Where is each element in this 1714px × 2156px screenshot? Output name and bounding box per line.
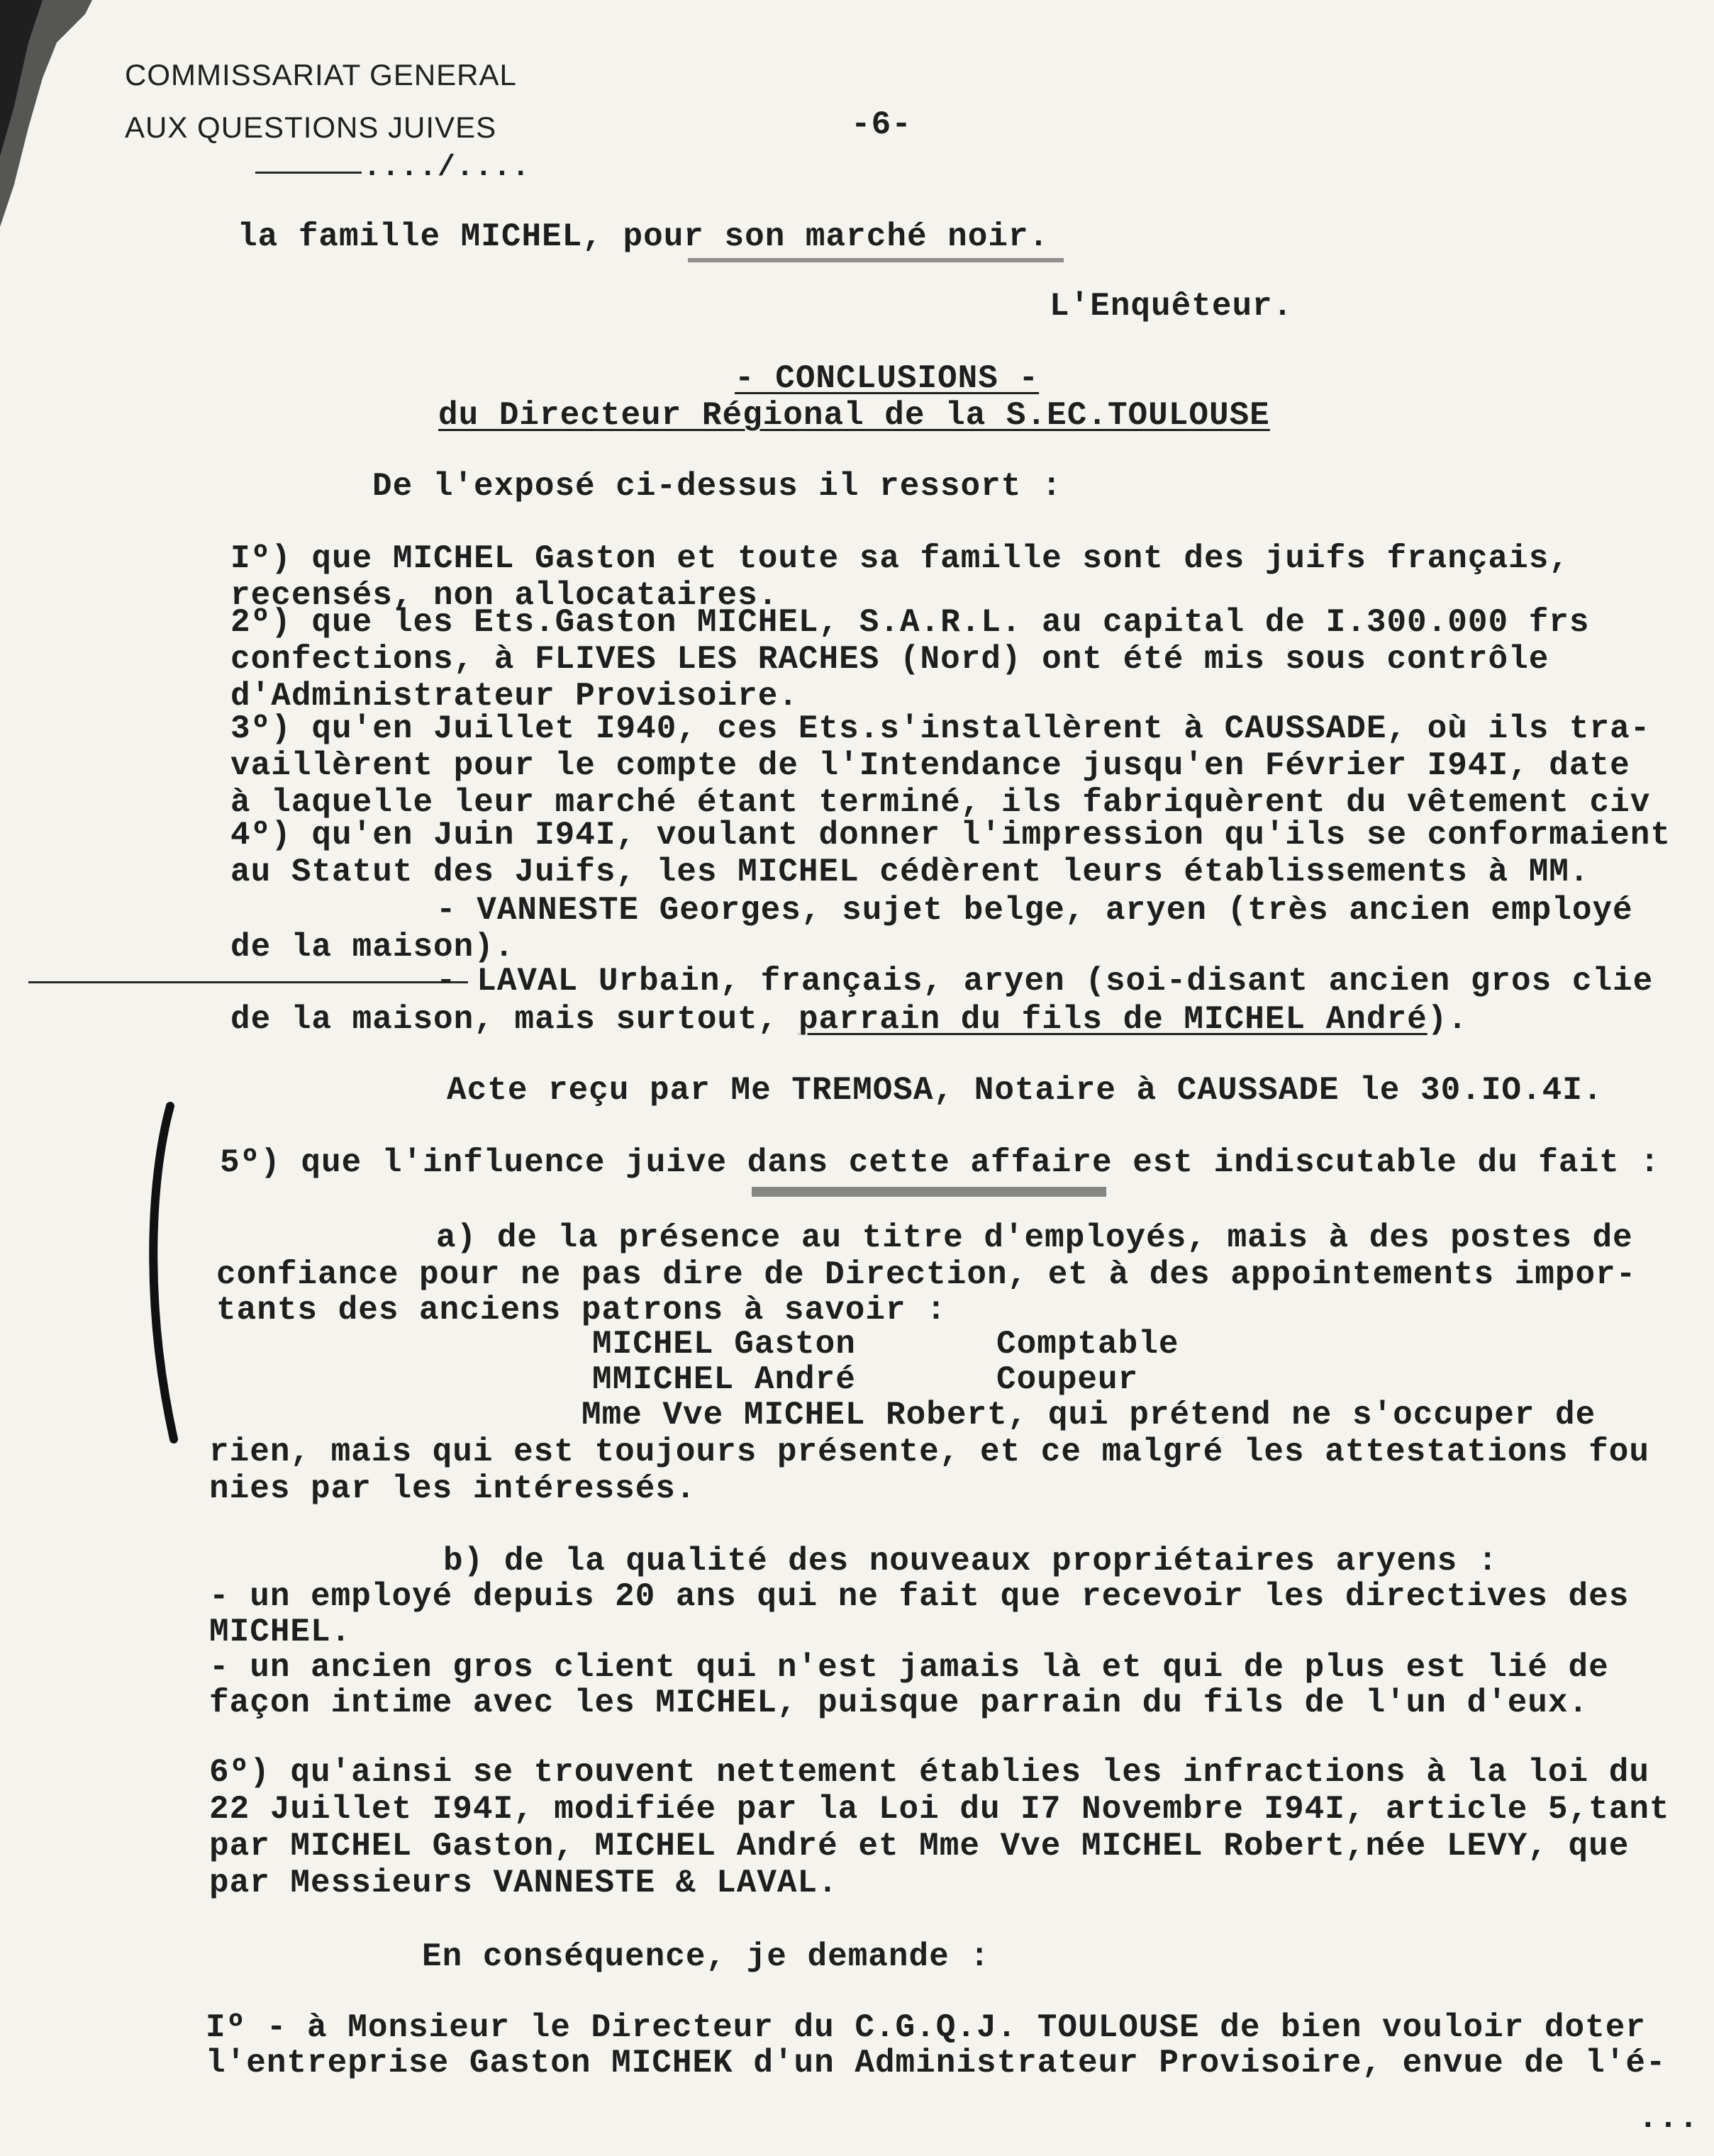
point-5: 5º) que l'influence juive dans cette affaire est indiscutable du fait :	[220, 1144, 1660, 1181]
staff-name-2: MMICHEL André	[592, 1361, 856, 1398]
point-1-line-2: recensés, non allocataires.	[230, 577, 779, 614]
intro-scribble-underline	[688, 258, 1064, 262]
conclusions-subtitle: du Directeur Régional de la S.EC.TOULOUSE	[438, 397, 1270, 434]
point-4-line-3: - VANNESTE Georges, sujet belge, aryen (très ancien employé	[436, 892, 1633, 929]
point-5b-line-3: MICHEL.	[209, 1614, 352, 1650]
point-4-line-5: - LAVAL Urbain, français, aryen (soi-disant ancien gros clie	[436, 963, 1654, 1000]
header-ref-rule	[255, 172, 362, 174]
point-4-line-1: 4º) qu'en Juin I94I, voulant donner l'impression qu'ils se conformaient	[230, 817, 1671, 854]
point-2-line-3: d'Administrateur Provisoire.	[230, 678, 798, 715]
point-5a-line-1: a) de la présence au titre d'employés, mais à des postes de	[436, 1219, 1633, 1256]
point-6-line-3: par MICHEL Gaston, MICHEL André et Mme Vve MICHEL Robert,née LEVY, que	[209, 1828, 1630, 1865]
godfather-underlined: parrain du fils de MICHEL André	[798, 1001, 1428, 1038]
point-4-line-6-end: ).	[1427, 1001, 1468, 1038]
point-6-line-4: par Messieurs VANNESTE & LAVAL.	[209, 1865, 838, 1901]
conclusions-title: - CONCLUSIONS -	[735, 360, 1040, 397]
point-4-line-6	[230, 1001, 1468, 1038]
point-2-line-1: 2º) que les Ets.Gaston MICHEL, S.A.R.L. au capital de I.300.000 frs	[230, 604, 1590, 641]
point-5b-line-2: - un employé depuis 20 ans qui ne fait que recevoir les directives des	[209, 1578, 1630, 1615]
staff-name-1: MICHEL Gaston	[592, 1326, 856, 1363]
point-6-line-2: 22 Juillet I94I, modifiée par la Loi du I7 Novembre I94I, article 5,tant	[209, 1791, 1670, 1828]
staff-role-2: Coupeur	[996, 1361, 1139, 1398]
header-reference: ..../....	[363, 150, 530, 184]
point-5b-line-4: - un ancien gros client qui n'est jamais là et qui de plus est lié de	[209, 1649, 1609, 1686]
point-3-line-1: 3º) qu'en Juillet I940, ces Ets.s'installèrent à CAUSSADE, où ils tra-	[230, 710, 1651, 747]
strike-line	[28, 981, 468, 983]
header-line-1: COMMISSARIAT GENERAL	[125, 58, 517, 91]
point-3-line-3: à laquelle leur marché étant terminé, ils fabriquèrent du vêtement civ	[230, 784, 1651, 821]
staff-role-1: Comptable	[996, 1326, 1179, 1363]
point-5a-line-2: confiance pour ne pas dire de Direction, et à des appointements impor-	[216, 1256, 1637, 1293]
continuation-dots: ...	[1638, 2100, 1699, 2137]
consequence-line: En conséquence, je demande :	[422, 1938, 990, 1975]
page-corner-stain	[0, 0, 142, 227]
deed-line: Acte reçu par Me TREMOSA, Notaire à CAUSSADE le 30.IO.4I.	[447, 1072, 1603, 1109]
intro-line: la famille MICHEL, pour son marché noir.	[238, 218, 1050, 255]
margin-bracket-mark	[142, 1099, 199, 1453]
point-5b-line-1: b) de la qualité des nouveaux propriétaires aryens :	[443, 1543, 1498, 1580]
investigator-signature: L'Enquêteur.	[1050, 288, 1293, 325]
point-1-line-1: Iº) que MICHEL Gaston et toute sa famille sont des juifs français,	[230, 540, 1569, 577]
page-number: -6-	[851, 106, 912, 143]
point-4-line-6-text: de la maison, mais surtout,	[230, 1001, 798, 1038]
point-2-line-2: confections, à FLIVES LES RACHES (Nord) ont été mis sous contrôle	[230, 641, 1549, 678]
point-5b-line-5: façon intime avec les MICHEL, puisque parrain du fils de l'un d'eux.	[209, 1685, 1589, 1721]
point-5a-end-line-2: rien, mais qui est toujours présente, et ce malgré les attestations fou	[209, 1434, 1649, 1470]
point-5-scribble	[752, 1187, 1106, 1197]
point-5a-line-3: tants des anciens patrons à savoir :	[216, 1292, 947, 1329]
request-line-2: l'entreprise Gaston MICHEK d'un Administrateur Provisoire, envue de l'é-	[206, 2045, 1666, 2082]
request-line-1: Iº - à Monsieur le Directeur du C.G.Q.J. TOULOUSE de bien vouloir doter	[206, 2009, 1646, 2046]
point-3-line-2: vaillèrent pour le compte de l'Intendance jusqu'en Février I94I, date	[230, 747, 1630, 784]
lead-sentence: De l'exposé ci-dessus il ressort :	[372, 468, 1062, 505]
point-5a-end-line-1: Mme Vve MICHEL Robert, qui prétend ne s'occuper de	[581, 1397, 1596, 1434]
point-4-line-2: au Statut des Juifs, les MICHEL cédèrent leurs établissements à MM.	[230, 854, 1590, 890]
point-5a-end-line-3: nies par les intéressés.	[209, 1470, 696, 1507]
point-4-line-4: de la maison).	[230, 929, 515, 966]
header-line-2: AUX QUESTIONS JUIVES	[125, 111, 497, 144]
point-6-line-1: 6º) qu'ainsi se trouvent nettement établies les infractions à la loi du	[209, 1754, 1649, 1791]
